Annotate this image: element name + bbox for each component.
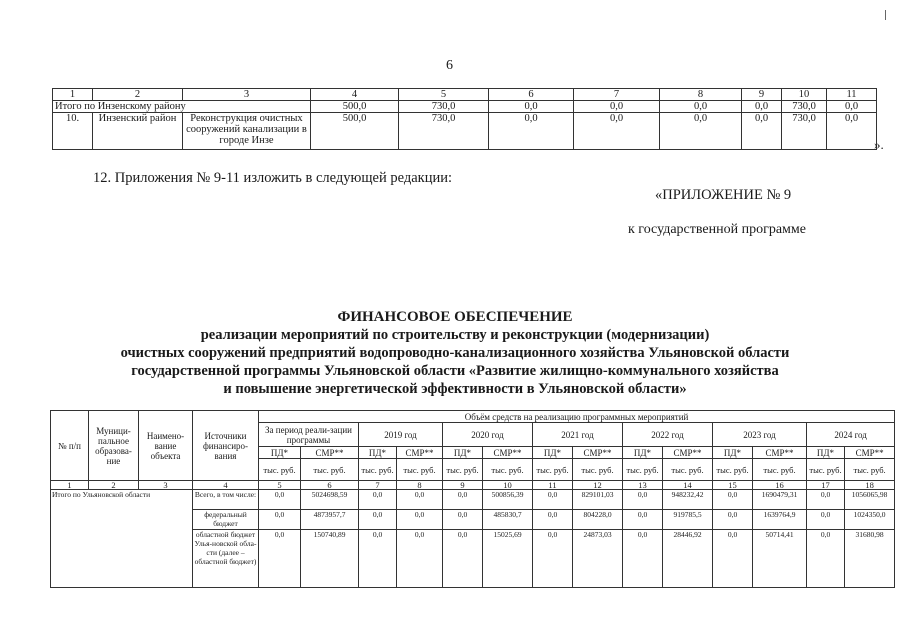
- cell: 0,0: [259, 490, 301, 510]
- column-number: 13: [623, 481, 663, 490]
- column-number: 11: [533, 481, 573, 490]
- header-sources: Источники финансиро-вания: [193, 411, 259, 481]
- cell: 730,0: [782, 101, 827, 113]
- cell: 50714,41: [753, 530, 807, 588]
- cell: 948232,42: [663, 490, 713, 510]
- cell: 31680,98: [845, 530, 895, 588]
- header-smr: СМР**: [663, 447, 713, 459]
- header-cell: 7: [574, 89, 660, 101]
- cell: 15025,69: [483, 530, 533, 588]
- header-group: Объём средств на реализацию программных мероприятий: [259, 411, 895, 423]
- header-object: Наимено-вание объекта: [139, 411, 193, 481]
- total-label: Итого по Ульяновской области: [51, 490, 193, 588]
- document-title: [52, 308, 858, 398]
- table-row: [53, 113, 877, 150]
- cell: 1639764,9: [753, 510, 807, 530]
- closing-quote: ».: [874, 137, 884, 152]
- header-smr: СМР**: [397, 447, 443, 459]
- header-unit: тыс. руб.: [623, 459, 663, 481]
- cell: 0,0: [660, 113, 742, 150]
- column-number: 12: [573, 481, 623, 490]
- header-period: 2019 год: [359, 423, 443, 447]
- header-unit: тыс. руб.: [845, 459, 895, 481]
- header-period: 2023 год: [713, 423, 807, 447]
- column-number: 17: [807, 481, 845, 490]
- cell: 0,0: [359, 510, 397, 530]
- cell: 0,0: [397, 530, 443, 588]
- cell: 0,0: [713, 530, 753, 588]
- cell: 0,0: [742, 113, 782, 150]
- header-pd: ПД*: [443, 447, 483, 459]
- cell: 500,0: [311, 101, 399, 113]
- object-cell: Реконструкция очистных сооружений канализации в городе Инзе: [183, 113, 311, 150]
- cell: 150740,89: [301, 530, 359, 588]
- cell: 0,0: [827, 113, 877, 150]
- cell: 500856,39: [483, 490, 533, 510]
- header-period: 2021 год: [533, 423, 623, 447]
- title-line: ФИНАНСОВОЕ ОБЕСПЕЧЕНИЕ: [337, 309, 573, 325]
- header-pd: ПД*: [359, 447, 397, 459]
- cell: 730,0: [399, 113, 489, 150]
- appendix-subtitle: к государственной программе: [628, 222, 806, 237]
- cell: 0,0: [660, 101, 742, 113]
- cell: 919785,5: [663, 510, 713, 530]
- corner-mark: [885, 10, 886, 20]
- total-label: Итого по Инзенскому району: [53, 101, 311, 113]
- cell: 24873,03: [573, 530, 623, 588]
- header-cell: 5: [399, 89, 489, 101]
- cell: 0,0: [807, 490, 845, 510]
- header-cell: 8: [660, 89, 742, 101]
- cell: 0,0: [359, 530, 397, 588]
- cell: 0,0: [443, 530, 483, 588]
- header-unit: тыс. руб.: [713, 459, 753, 481]
- page-number: 6: [446, 58, 453, 73]
- column-number: 1: [51, 481, 89, 490]
- column-number-row: [51, 481, 895, 490]
- column-number: 16: [753, 481, 807, 490]
- cell: 0,0: [574, 101, 660, 113]
- column-number: 4: [193, 481, 259, 490]
- column-number: 5: [259, 481, 301, 490]
- column-number: 10: [483, 481, 533, 490]
- title-line: и повышение энергетической эффективности в Ульяновской области»: [223, 381, 687, 397]
- cell: 0,0: [827, 101, 877, 113]
- cell: 0,0: [489, 101, 574, 113]
- cell: 0,0: [397, 510, 443, 530]
- header-unit: тыс. руб.: [359, 459, 397, 481]
- source-cell: областной бюджет Улья-новской обла-сти (далее – областной бюджет): [193, 530, 259, 588]
- cell: 0,0: [443, 490, 483, 510]
- cell: 0,0: [713, 490, 753, 510]
- title-line: реализации мероприятий по строительству и реконструкции (модернизации): [200, 327, 710, 343]
- cell: 28446,92: [663, 530, 713, 588]
- column-number: 18: [845, 481, 895, 490]
- table-row: [51, 490, 895, 510]
- header-unit: тыс. руб.: [807, 459, 845, 481]
- cell: 0,0: [574, 113, 660, 150]
- appendix-title: «ПРИЛОЖЕНИЕ № 9: [655, 187, 792, 203]
- cell: 0,0: [807, 530, 845, 588]
- cell: 0,0: [533, 510, 573, 530]
- cell: 0,0: [713, 510, 753, 530]
- cell: 500,0: [311, 113, 399, 150]
- cell: 0,0: [489, 113, 574, 150]
- header-smr: СМР**: [301, 447, 359, 459]
- title-line: государственной программы Ульяновской области «Развитие жилищно-коммунального хозяйства: [131, 363, 779, 379]
- header-cell: 4: [311, 89, 399, 101]
- column-number: 8: [397, 481, 443, 490]
- cell: 829101,03: [573, 490, 623, 510]
- header-pd: ПД*: [533, 447, 573, 459]
- header-period: 2020 год: [443, 423, 533, 447]
- row-number: 10.: [53, 113, 93, 150]
- header-period: 2024 год: [807, 423, 895, 447]
- cell: 0,0: [259, 530, 301, 588]
- paragraph: 12. Приложения № 9-11 изложить в следующей редакции:: [93, 170, 453, 186]
- header-pd: ПД*: [807, 447, 845, 459]
- header-smr: СМР**: [573, 447, 623, 459]
- header-cell: 1: [53, 89, 93, 101]
- header-row: [51, 411, 895, 423]
- column-number: 15: [713, 481, 753, 490]
- cell: 0,0: [259, 510, 301, 530]
- column-number: 7: [359, 481, 397, 490]
- header-unit: тыс. руб.: [533, 459, 573, 481]
- cell: 1690479,31: [753, 490, 807, 510]
- cell: 0,0: [443, 510, 483, 530]
- header-smr: СМР**: [753, 447, 807, 459]
- header-unit: тыс. руб.: [573, 459, 623, 481]
- header-cell: 3: [183, 89, 311, 101]
- table-row-total: [53, 101, 877, 113]
- header-period: За период реали-зации программы: [259, 423, 359, 447]
- header-cell: 11: [827, 89, 877, 101]
- column-number: 6: [301, 481, 359, 490]
- column-number: 2: [89, 481, 139, 490]
- header-num: № п/п: [51, 411, 89, 481]
- header-cell: 9: [742, 89, 782, 101]
- header-unit: тыс. руб.: [663, 459, 713, 481]
- table-inza-district: [52, 88, 877, 150]
- cell: 0,0: [533, 530, 573, 588]
- column-number: 9: [443, 481, 483, 490]
- header-unit: тыс. руб.: [483, 459, 533, 481]
- cell: 0,0: [742, 101, 782, 113]
- cell: 5024698,59: [301, 490, 359, 510]
- cell: 0,0: [533, 490, 573, 510]
- header-municipal: Муници-пальное образова-ние: [89, 411, 139, 481]
- header-period: 2022 год: [623, 423, 713, 447]
- cell: 4873957,7: [301, 510, 359, 530]
- header-smr: СМР**: [845, 447, 895, 459]
- cell: 1024350,0: [845, 510, 895, 530]
- cell: 0,0: [623, 510, 663, 530]
- table-financing: [50, 410, 895, 588]
- cell: 0,0: [397, 490, 443, 510]
- column-number: 14: [663, 481, 713, 490]
- table-header-row: [53, 89, 877, 101]
- cell: 804228,0: [573, 510, 623, 530]
- header-cell: 10: [782, 89, 827, 101]
- header-unit: тыс. руб.: [443, 459, 483, 481]
- cell: 0,0: [807, 510, 845, 530]
- header-pd: ПД*: [713, 447, 753, 459]
- cell: 1056065,98: [845, 490, 895, 510]
- cell: 0,0: [623, 490, 663, 510]
- district-cell: Инзенский район: [93, 113, 183, 150]
- header-smr: СМР**: [483, 447, 533, 459]
- header-unit: тыс. руб.: [397, 459, 443, 481]
- title-line: очистных сооружений предприятий водопроводно-канализационного хозяйства Ульяновской области: [120, 345, 790, 361]
- header-unit: тыс. руб.: [753, 459, 807, 481]
- cell: 730,0: [782, 113, 827, 150]
- cell: 485830,7: [483, 510, 533, 530]
- column-number: 3: [139, 481, 193, 490]
- header-cell: 2: [93, 89, 183, 101]
- source-cell: федеральный бюджет: [193, 510, 259, 530]
- header-pd: ПД*: [259, 447, 301, 459]
- cell: 0,0: [359, 490, 397, 510]
- source-cell: Всего, в том числе:: [193, 490, 259, 510]
- header-cell: 6: [489, 89, 574, 101]
- cell: 730,0: [399, 101, 489, 113]
- header-unit: тыс. руб.: [259, 459, 301, 481]
- header-pd: ПД*: [623, 447, 663, 459]
- header-unit: тыс. руб.: [301, 459, 359, 481]
- cell: 0,0: [623, 530, 663, 588]
